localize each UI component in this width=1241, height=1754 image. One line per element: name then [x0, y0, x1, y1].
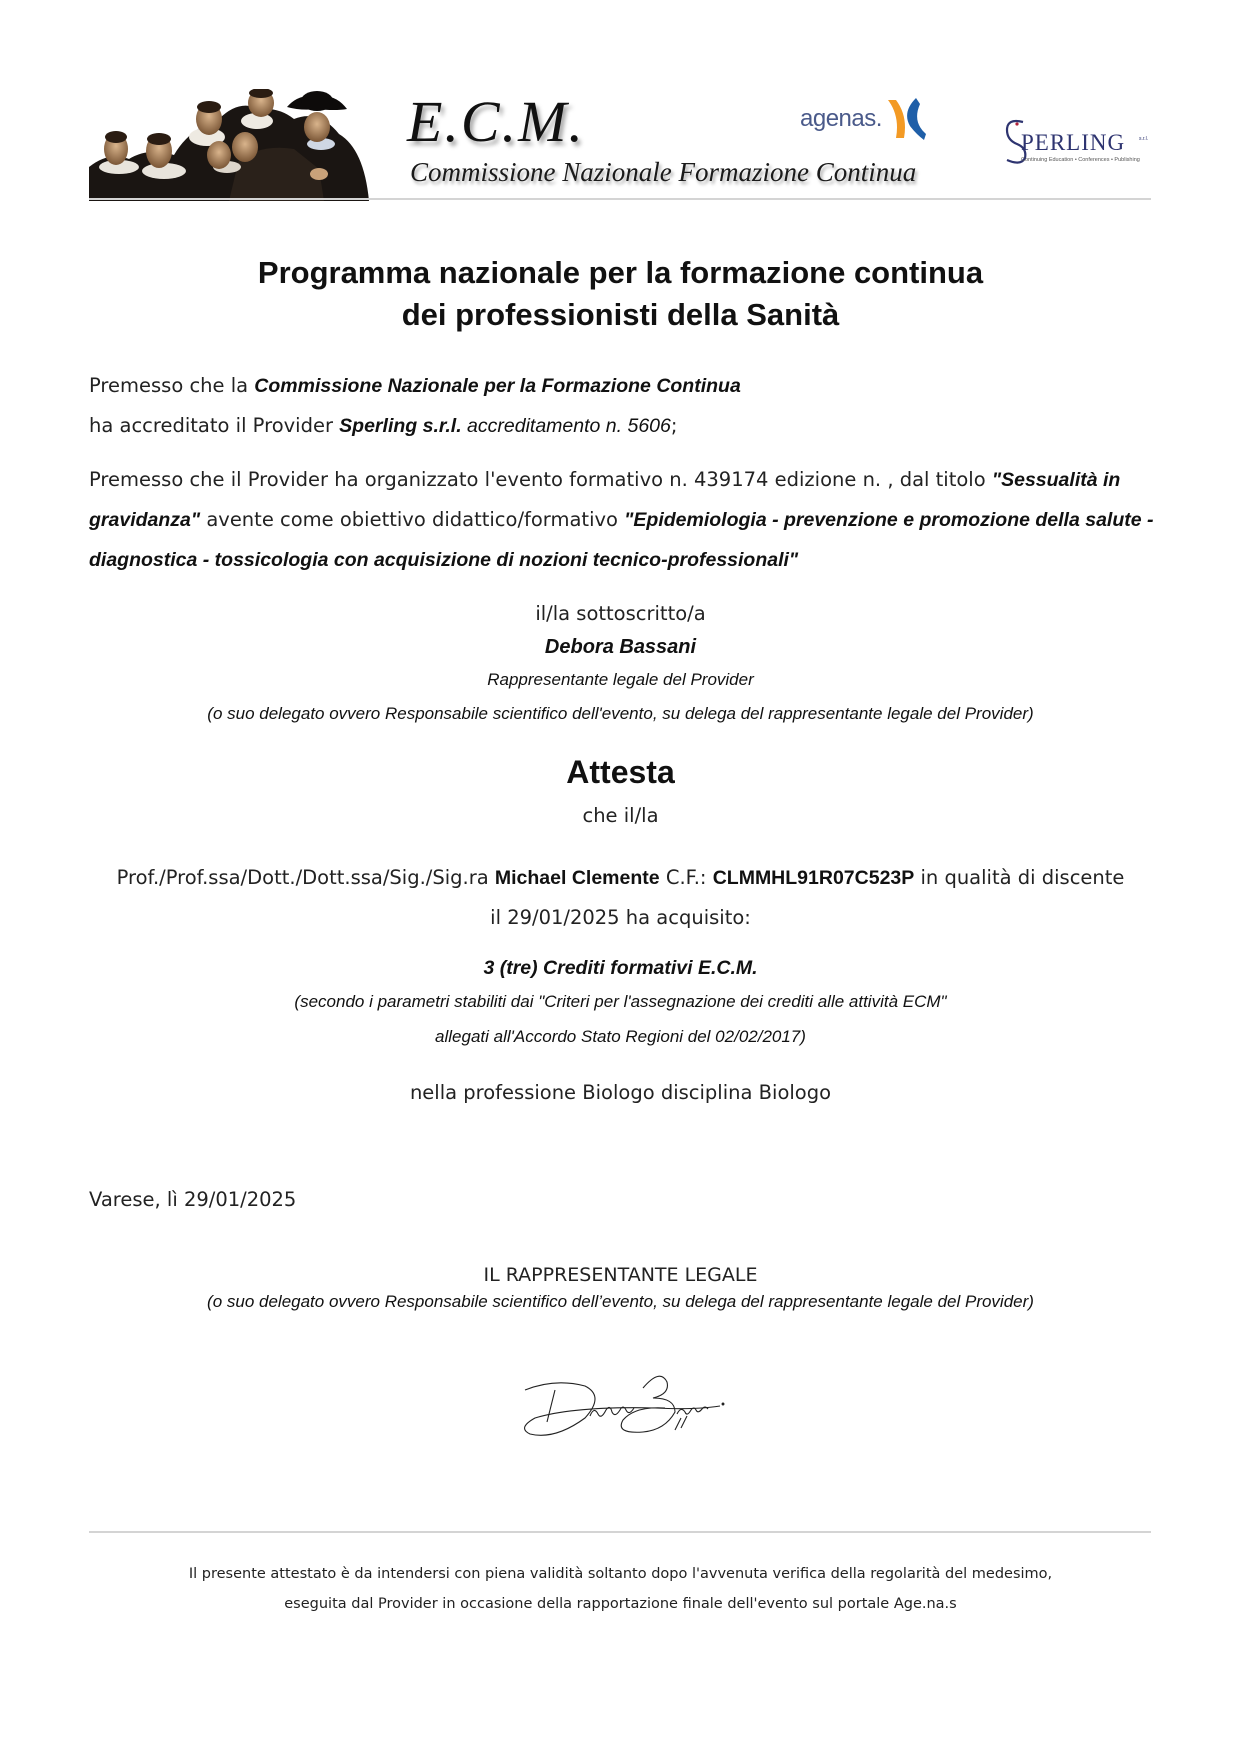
attesta-che: che il/la: [582, 804, 659, 827]
credits-awarded: 3 (tre) Crediti formativi E.C.M.: [483, 957, 758, 979]
premessa1-end: ;: [670, 414, 678, 437]
commission-name: Commissione Nazionale per la Formazione Continua: [254, 375, 741, 397]
footer-note-line-2: eseguita dal Provider in occasione della rapportazione finale dell'evento sul portale Age.na.s: [284, 1596, 957, 1612]
signatory-role: Rappresentante legale del Provider: [487, 670, 754, 689]
sperling-tagline: Continuing Education • Conferences • Publishing: [1021, 157, 1140, 163]
agenas-logo: [800, 96, 928, 142]
attesta-heading: Attesta: [566, 754, 675, 790]
signatory-intro: il/la sottoscritto/a: [535, 602, 706, 625]
place-date: Varese, lì 29/01/2025: [89, 1188, 297, 1211]
anatomy-lesson-painting: [89, 89, 379, 201]
premessa2-prefix: Premesso che il Provider ha organizzato l'evento formativo n. 439174 edizione n. , dal titolo: [89, 468, 992, 491]
provider-name: Sperling s.r.l.: [339, 415, 462, 437]
accreditation-number: accreditamento n. 5606: [461, 415, 671, 437]
premessa-event: [89, 460, 1169, 580]
legal-representative-note: (o suo delegato ovvero Responsabile scientifico dell’evento, su delega del rappresentante legale del Provider): [207, 1292, 1034, 1311]
participant-statement: [110, 858, 1131, 938]
profession-discipline: nella professione Biologo disciplina Biologo: [409, 1081, 832, 1104]
title-line-2: dei professionisti della Sanità: [401, 297, 840, 332]
agenas-logo-text: agenas.: [800, 105, 882, 132]
signature: [515, 1368, 735, 1448]
criteria-line-1: (secondo i parametri stabiliti dai "Criteri per l'assegnazione dei crediti alle attività ECM": [294, 992, 947, 1011]
ecm-title: E.C.M.: [407, 89, 585, 154]
participant-name: Michael Clemente: [494, 867, 660, 889]
legal-representative-label: IL RAPPRESENTANTE LEGALE: [483, 1264, 758, 1286]
premessa2-middle: avente come obiettivo didattico/formativo: [200, 508, 625, 531]
participant-titles: Prof./Prof.ssa/Dott./Dott.ssa/Sig./Sig.ra: [116, 866, 495, 889]
premessa-accreditation: [89, 366, 1159, 446]
premessa1-line2-prefix: ha accreditato il Provider: [89, 414, 340, 437]
event-title: "Sessualità in gravidanza": [89, 469, 1121, 531]
criteria-line-2: allegati all'Accordo Stato Regioni del 02/02/2017): [435, 1027, 806, 1046]
sperling-logo-text: PERLING: [1021, 130, 1126, 155]
event-objective: "Epidemiologia - prevenzione e promozione della salute - diagnostica - tossicologia con acquisizione di nozioni tecnico-professionali": [89, 509, 1154, 571]
footer-note-line-1: Il presente attestato è da intendersi con piena validità soltanto dopo l'avvenuta verifica della regolarità del medesimo,: [188, 1566, 1053, 1582]
ecm-subtitle: Commissione Nazionale Formazione Continua: [410, 157, 917, 187]
cf-label: C.F.:: [659, 866, 713, 889]
document-title: [0, 252, 1241, 336]
premessa1-prefix: Premesso che la: [89, 374, 255, 397]
signatory-name: Debora Bassani: [544, 636, 697, 658]
sperling-logo: [1003, 116, 1163, 170]
header-divider: [89, 198, 1151, 200]
footer-divider: [89, 1531, 1151, 1533]
sperling-logo-suffix: s.r.l.: [1139, 136, 1149, 142]
fiscal-code: CLMMHL91R07C523P: [712, 867, 915, 889]
title-line-1: Programma nazionale per la formazione continua: [257, 255, 984, 290]
participant-suffix: in qualità di discente il 29/01/2025 ha acquisito:: [490, 866, 1125, 929]
agenas-logo-icon: [882, 96, 928, 142]
signatory-delegate-note: (o suo delegato ovvero Responsabile scientifico dell'evento, su delega del rappresentante legale del Provider): [207, 704, 1034, 723]
